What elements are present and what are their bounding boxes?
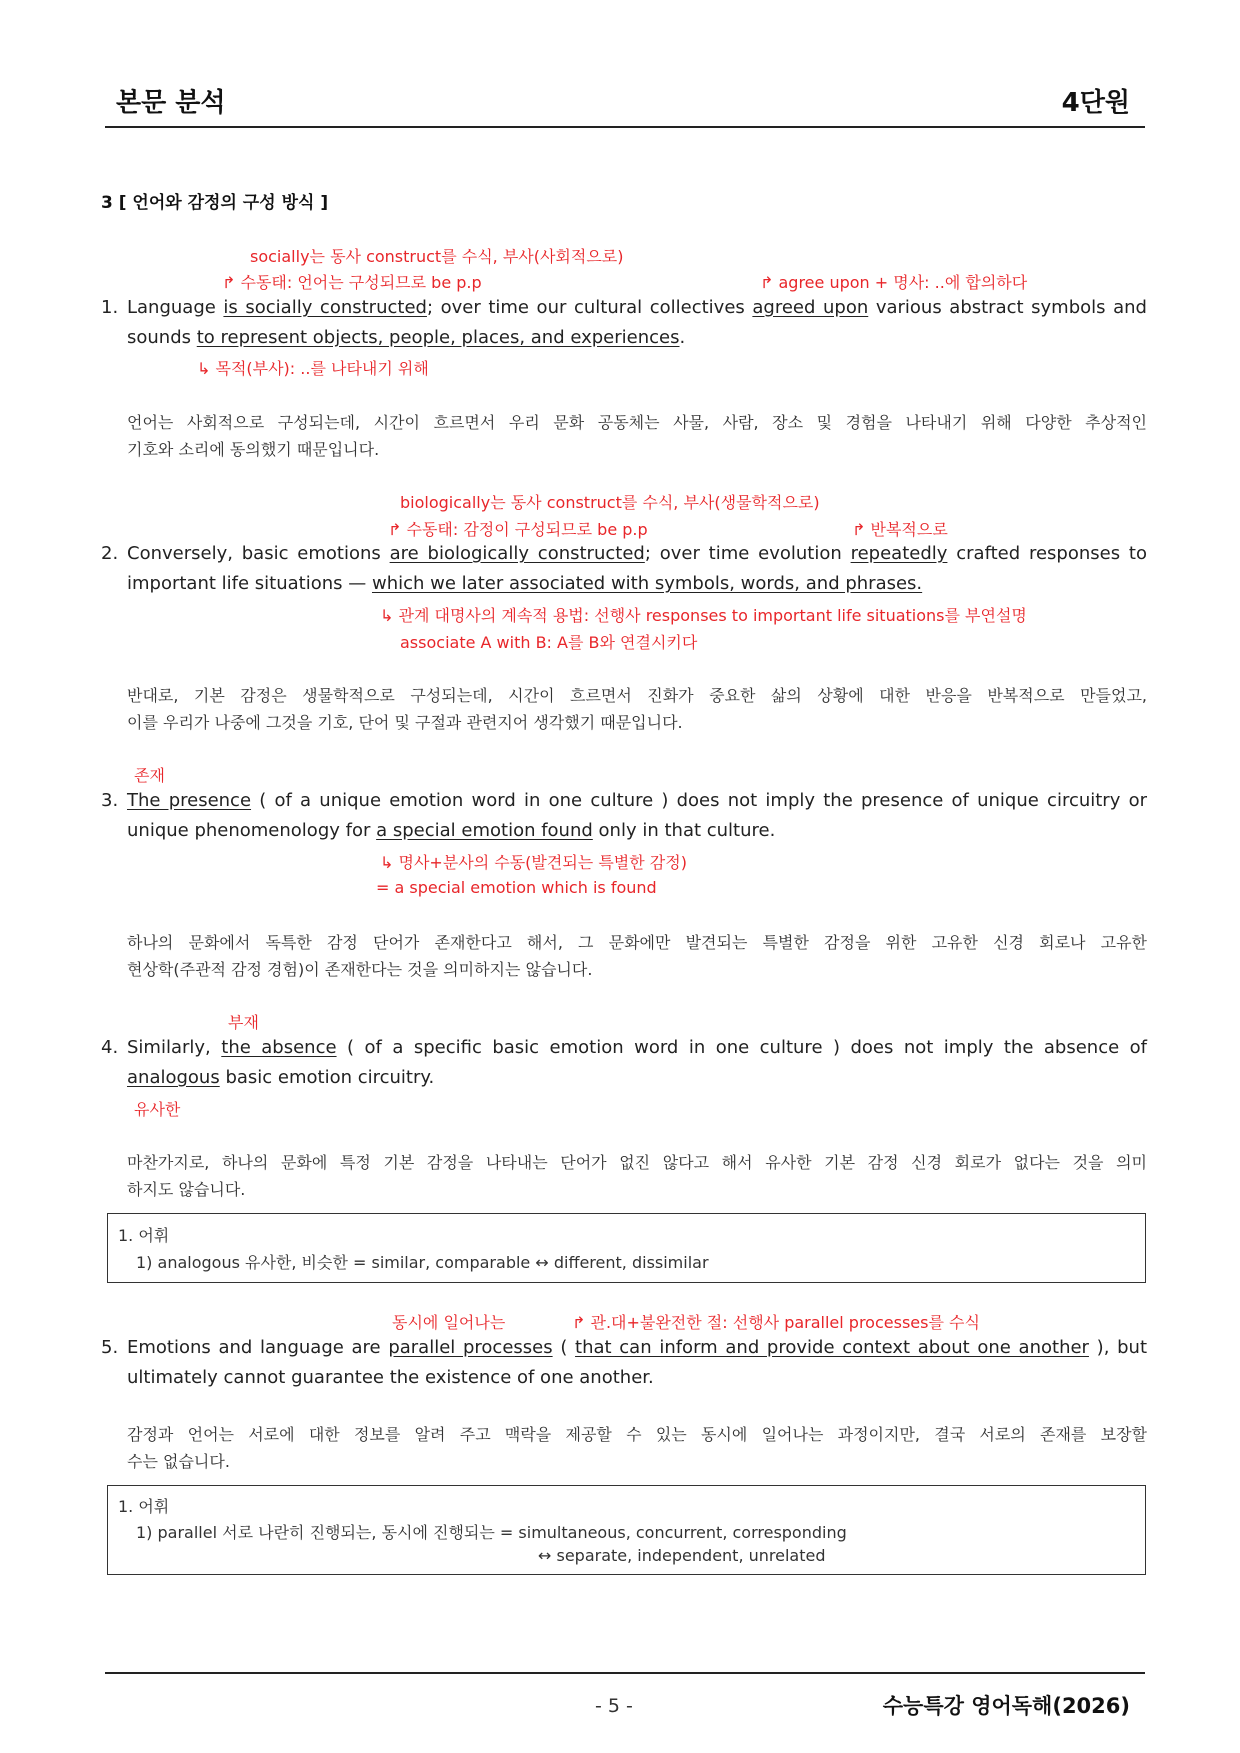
s5-line1 <box>127 1337 1147 1358</box>
s3-translation-line2: 현상학(주관적 감정 경험)이 존재한다는 것을 의미하지는 않습니다. <box>127 960 593 979</box>
s2-translation-line1: 반대로, 기본 감정은 생물학적으로 구성되는데, 시간이 흐르면서 진화가 중요한 삶의 상황에 대한 반응을 반복적으로 만들었고, <box>127 686 1147 705</box>
s4-translation-line1: 마찬가지로, 하나의 문화에 특정 기본 감정을 나타내는 단어가 없진 않다고 해서 유사한 기본 감정 신경 회로가 없다는 것을 의미 <box>127 1153 1147 1172</box>
s1-underline-construct: is socially constructed <box>223 297 427 318</box>
s5-text: Emotions and language are <box>127 1337 381 1358</box>
s4-line1 <box>127 1037 1147 1058</box>
s4-line2 <box>127 1067 434 1088</box>
s1-text: various abstract symbols and <box>875 297 1147 318</box>
s3-note-bottom2: = a special emotion which is found <box>376 878 657 897</box>
s1-note-bottom: ↳ 목적(부사): ..를 나타내기 위해 <box>197 359 429 378</box>
s2-note-bottom1: ↳ 관계 대명사의 계속적 용법: 선행사 responses to important life situations를 부연설명 <box>380 606 1027 625</box>
s5-underline-parallel: parallel processes <box>388 1337 553 1358</box>
s1-underline-agreed: agreed upon <box>752 297 869 318</box>
s1-text: . <box>679 327 686 348</box>
s3-translation-line1: 하나의 문화에서 독특한 감정 단어가 존재한다고 해서, 그 문화에만 발견되는 특별한 감정을 위한 고유한 신경 회로나 고유한 <box>127 933 1147 952</box>
s2-text: ; over time evolution <box>644 543 842 564</box>
s3-text: ( of a unique emotion word in one culture ) does not imply the presence of unique circuitry or <box>259 790 1147 811</box>
s5-translation-line1: 감정과 언어는 서로에 대한 정보를 알려 주고 맥락을 제공할 수 있는 동시에 일어나는 과정이지만, 결국 서로의 존재를 보장할 <box>127 1425 1147 1444</box>
s4-note-top: 부재 <box>228 1013 259 1032</box>
vocab-box-2-heading: 1. 어휘 <box>118 1497 170 1516</box>
s5-note-top1: 동시에 일어나는 <box>392 1313 506 1332</box>
header-rule <box>105 126 1145 128</box>
s5-underline-that: that can inform and provide context about one another <box>575 1337 1089 1358</box>
s3-note-top: 존재 <box>134 766 165 785</box>
s3-text: only in that culture. <box>598 820 776 841</box>
s5-number: 5. <box>101 1337 119 1358</box>
header-left-title: 본문 분석 <box>116 88 226 118</box>
s2-text: crafted responses to <box>956 543 1147 564</box>
header-right-title: 4단원 <box>1061 88 1130 118</box>
s1-text: ; over time our cultural collectives <box>426 297 745 318</box>
s2-line2 <box>127 573 922 594</box>
s1-text: Language <box>127 297 216 318</box>
footer-book-title: 수능특강 영어독해(2026) <box>882 1694 1130 1718</box>
s5-text: ( <box>560 1337 568 1358</box>
s2-note-top3: ↱ 반복적으로 <box>852 520 948 539</box>
s1-translation-line1: 언어는 사회적으로 구성되는데, 시간이 흐르면서 우리 문화 공동체는 사물, 사람, 장소 및 경험을 나타내기 위해 다양한 추상적인 <box>127 413 1147 432</box>
vocab-box-1-heading: 1. 어휘 <box>118 1226 170 1245</box>
vocab-box-1-line1: 1) analogous 유사한, 비슷한 = similar, comparable ↔ different, dissimilar <box>136 1253 709 1272</box>
s1-underline-represent: to represent objects, people, places, and experiences <box>196 327 680 348</box>
s2-number: 2. <box>101 543 119 564</box>
s4-underline-analogous: analogous <box>127 1067 220 1088</box>
s5-translation-line2: 수는 없습니다. <box>127 1452 230 1471</box>
vocab-box-1 <box>107 1213 1146 1283</box>
s3-text: unique phenomenology for <box>127 820 371 841</box>
s2-underline-construct: are biologically constructed <box>389 543 645 564</box>
s1-line1 <box>127 297 1147 318</box>
s1-note-top2: ↱ 수동태: 언어는 구성되므로 be p.p <box>222 273 482 292</box>
s2-text: Conversely, basic emotions <box>127 543 381 564</box>
s3-underline-found: a special emotion found <box>376 820 593 841</box>
footer-rule <box>105 1672 1145 1674</box>
page-number: - 5 - <box>595 1695 633 1717</box>
s4-underline-absence: the absence <box>221 1037 337 1058</box>
vocab-box-2-line1: 1) parallel 서로 나란히 진행되는, 동시에 진행되는 = simultaneous, concurrent, corresponding <box>136 1523 847 1542</box>
s4-translation-line2: 하지도 않습니다. <box>127 1180 246 1199</box>
s2-line1 <box>127 543 1147 564</box>
s4-text: Similarly, <box>127 1037 211 1058</box>
section-title: 3 [ 언어와 감정의 구성 방식 ] <box>101 193 329 213</box>
s3-line1 <box>127 790 1147 811</box>
s3-note-bottom1: ↳ 명사+분사의 수동(발견되는 특별한 감정) <box>380 853 687 872</box>
s2-note-bottom2: associate A with B: A를 B와 연결시키다 <box>400 633 698 652</box>
s4-note-bottom: 유사한 <box>134 1100 181 1119</box>
s3-underline-presence: The presence <box>127 790 252 811</box>
s2-translation-line2: 이를 우리가 나중에 그것을 기호, 단어 및 구절과 관련지어 생각했기 때문입니다. <box>127 713 683 732</box>
s2-underline-repeatedly: repeatedly <box>850 543 948 564</box>
s4-number: 4. <box>101 1037 119 1058</box>
vocab-box-2 <box>107 1485 1146 1575</box>
s1-text: sounds <box>127 327 192 348</box>
s3-line2 <box>127 820 775 841</box>
s4-text: basic emotion circuitry. <box>225 1067 435 1088</box>
s1-note-top1: socially는 동사 construct를 수식, 부사(사회적으로) <box>250 247 624 266</box>
s1-line2 <box>127 327 685 348</box>
s1-note-top3: ↱ agree upon + 명사: ..에 합의하다 <box>760 273 1028 292</box>
s5-line2: ultimately cannot guarantee the existence of one another. <box>127 1367 654 1388</box>
s2-note-top2: ↱ 수동태: 감정이 구성되므로 be p.p <box>388 520 648 539</box>
s1-number: 1. <box>101 297 119 318</box>
s2-underline-which: which we later associated with symbols, words, and phrases. <box>371 573 923 594</box>
s2-text: important life situations — <box>127 573 367 594</box>
s3-number: 3. <box>101 790 119 811</box>
s1-translation-line2: 기호와 소리에 동의했기 때문입니다. <box>127 440 380 459</box>
s2-note-top1: biologically는 동사 construct를 수식, 부사(생물학적으로) <box>400 493 820 512</box>
s5-note-top2: ↱ 관.대+불완전한 절: 선행사 parallel processes를 수식 <box>572 1313 980 1332</box>
s5-text: ), but <box>1096 1337 1147 1358</box>
s4-text: ( of a specific basic emotion word in one culture ) does not imply the absence of <box>347 1037 1147 1058</box>
vocab-box-2-line2: ↔ separate, independent, unrelated <box>538 1546 826 1565</box>
